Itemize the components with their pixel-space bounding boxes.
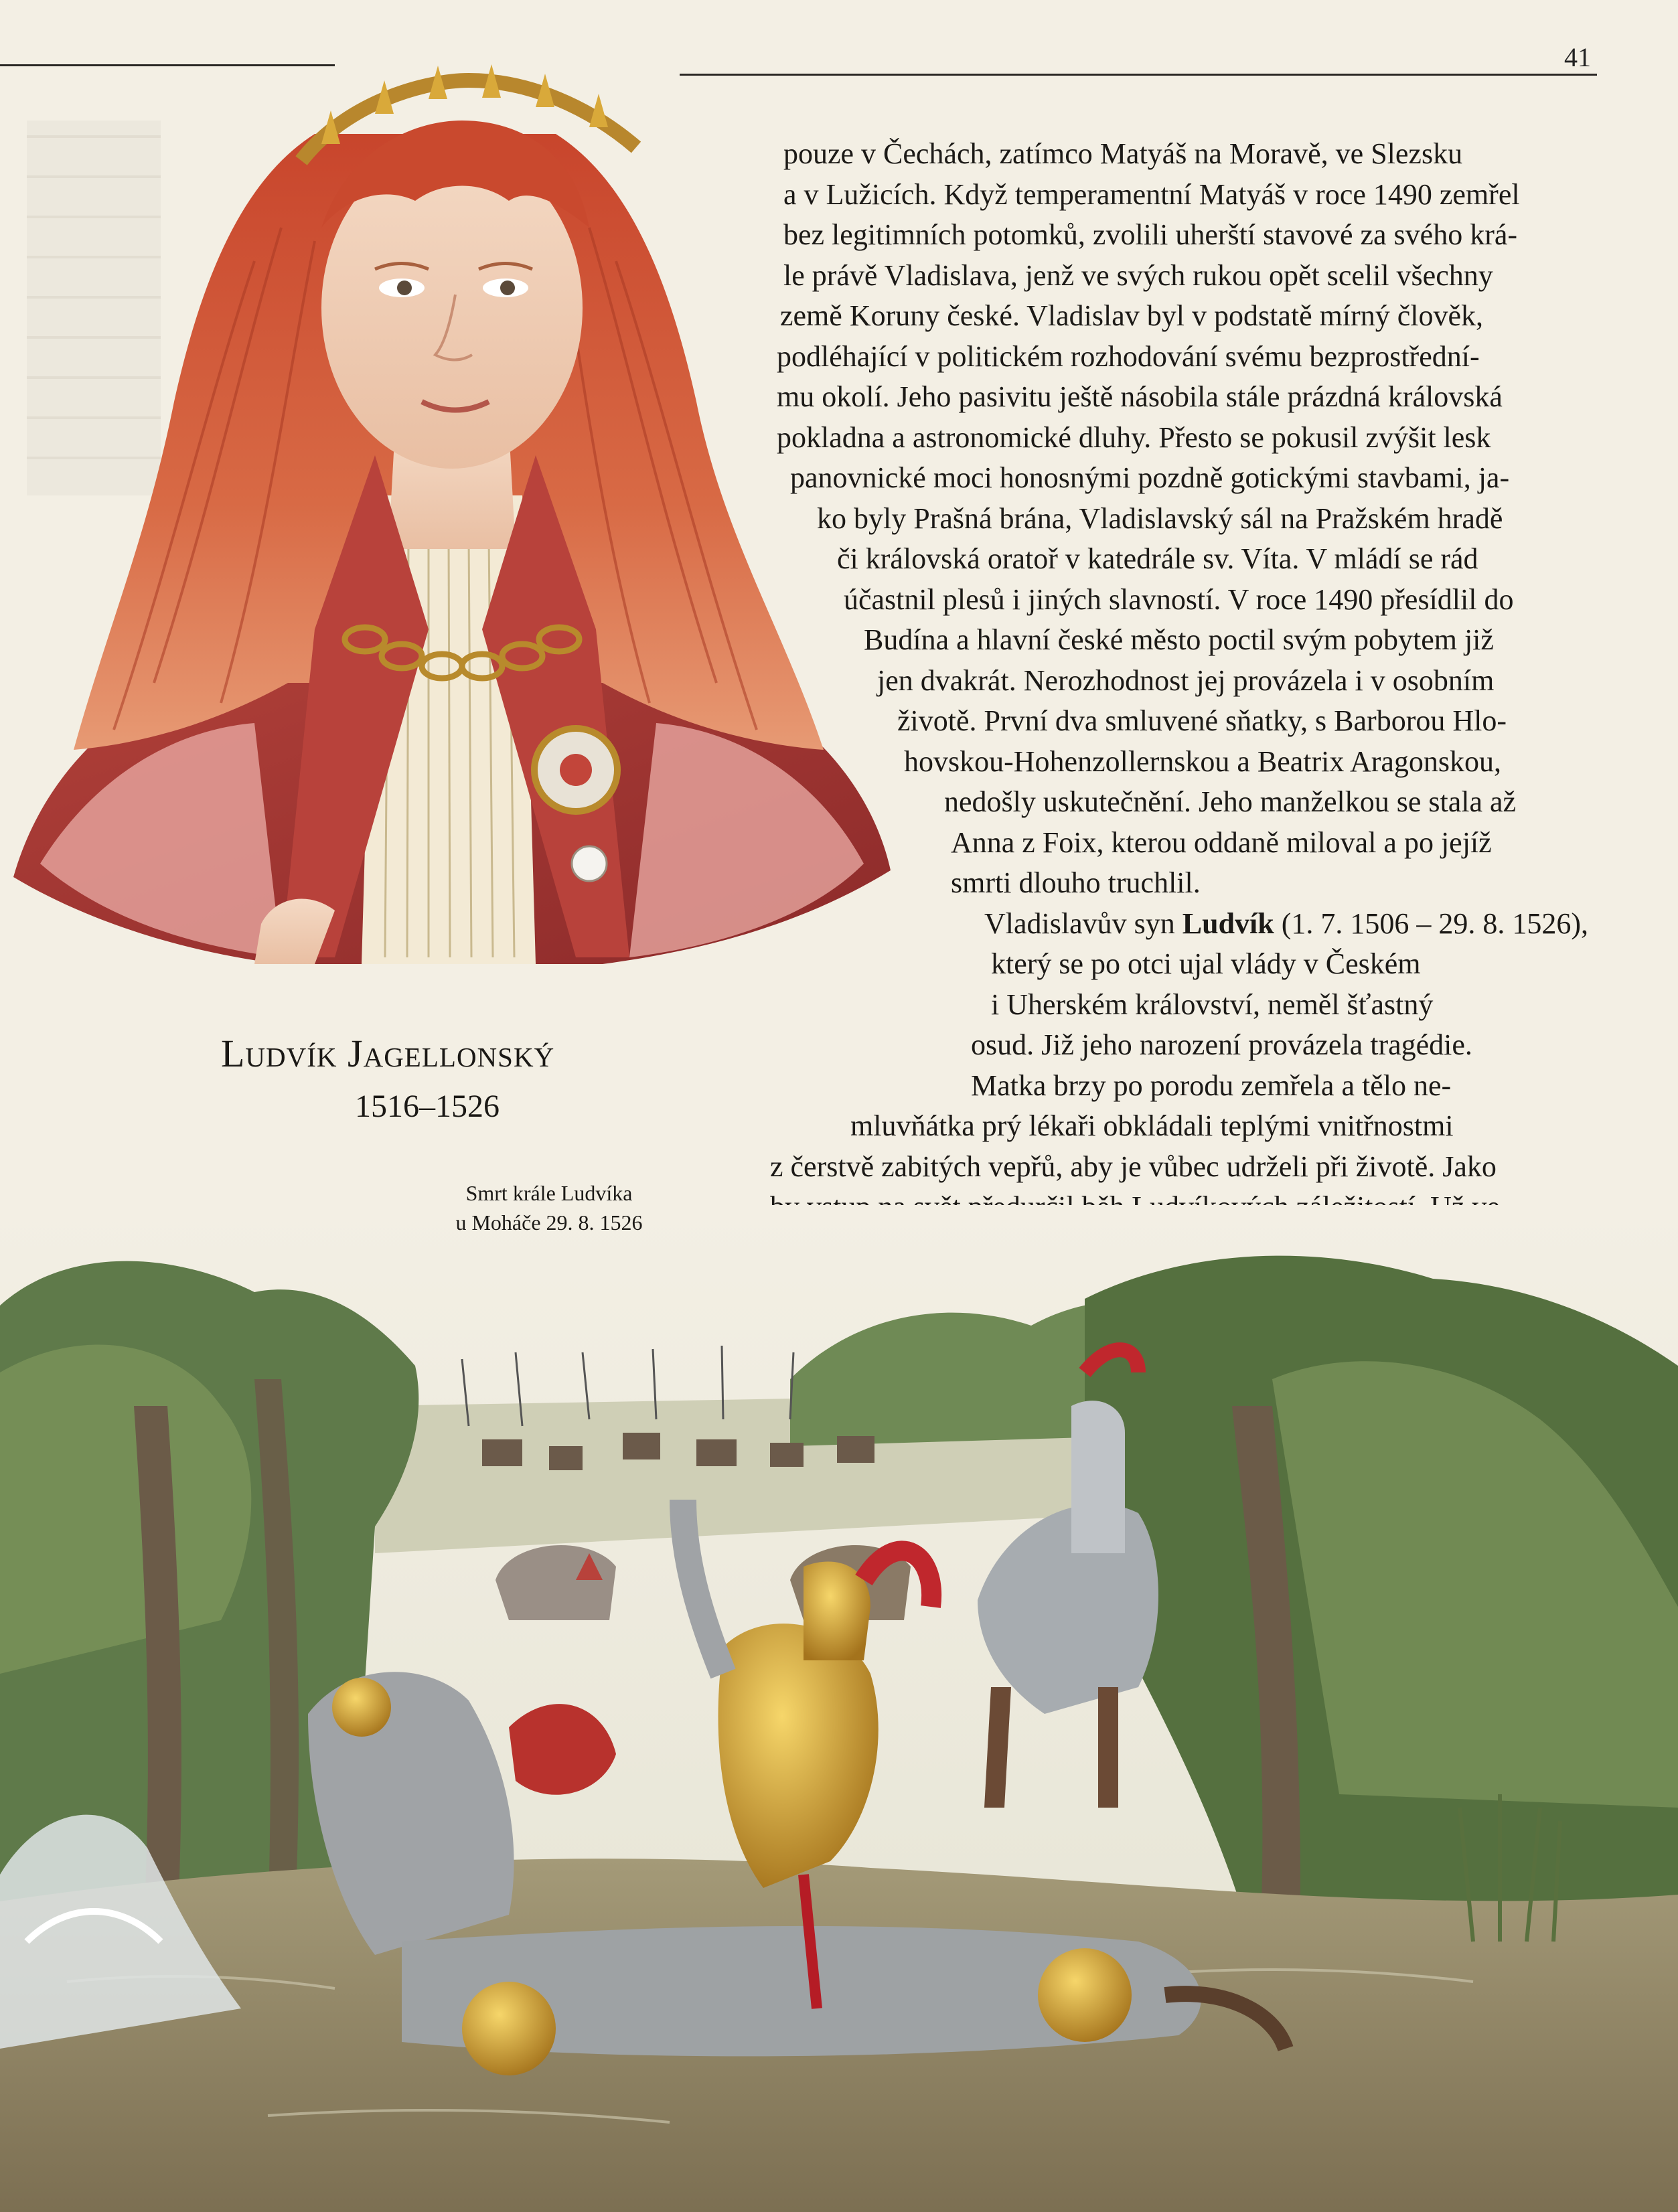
text-line: účastnil plesů i jiných slavností. V roce 1490 přesídlil do <box>844 582 1514 616</box>
text-line: Budína a hlavní české město poctil svým pobytem již <box>864 623 1494 656</box>
text-line: mluvňátka prý lékaři obkládali teplými vnitřnostmi <box>850 1109 1454 1142</box>
text-line: pokladna a astronomické dluhy. Přesto se pokusil zvýšit lesk <box>777 420 1491 454</box>
text-line: z čerstvě zabitých vepřů, aby je vůbec udrželi při životě. Jako <box>770 1150 1497 1183</box>
text-line-ludvik <box>770 904 1589 945</box>
para2-lead: Vladislavův syn <box>984 906 1183 940</box>
text-line: jen dvakrát. Nerozhodnost jej provázela i v osobním <box>877 663 1495 697</box>
text-line: nedošly uskutečnění. Jeho manželkou se stala až <box>944 785 1517 818</box>
text-line: podléhající v politickém rozhodování svému bezprostřední- <box>777 339 1480 373</box>
text-line: Anna z Foix, kterou oddaně miloval a po jejíž <box>951 825 1492 859</box>
text-line: bez legitimních potomků, zvolili uherští stavové za svého krá- <box>783 218 1518 251</box>
text-line: a v Lužicích. Když temperamentní Matyáš v roce 1490 zemřel <box>783 177 1520 211</box>
text-line: ko byly Prašná brána, Vladislavský sál na Pražském hradě <box>817 501 1503 535</box>
text-line: osud. Již jeho narození provázela tragédie. <box>971 1028 1472 1061</box>
text-line: hovskou-Hohenzollernskou a Beatrix Aragonskou, <box>904 744 1502 778</box>
text-line: Matka brzy po porodu zemřela a tělo ne- <box>971 1069 1452 1102</box>
page-number: 41 <box>1564 42 1591 72</box>
text-line: mu okolí. Jeho pasivitu ještě násobila stále prázdná královská <box>777 380 1503 413</box>
text-line: panovnické moci honosnými pozdně gotickými stavbami, ja- <box>790 461 1510 494</box>
text-line: le právě Vladislava, jenž ve svých rukou opět scelil všechny <box>783 258 1493 292</box>
caption-line: u Moháče 29. 8. 1526 <box>455 1210 643 1235</box>
text-line: smrti dlouho truchlil. <box>951 866 1201 899</box>
chapter-title: Ludvík Jagellonský <box>221 1032 555 1075</box>
illustration-caption <box>429 1178 670 1237</box>
caption-line: Smrt krále Ludvíka <box>465 1181 633 1205</box>
text-line: který se po otci ujal vlády v Českém <box>991 947 1421 980</box>
text-line: i Uherském království, neměl šťastný <box>991 988 1434 1021</box>
para2-rest: (1. 7. 1506 – 29. 8. 1526), <box>1274 906 1589 940</box>
text-line: životě. První dva smluvené sňatky, s Barborou Hlo- <box>897 704 1507 737</box>
battle-illustration <box>0 1205 1678 2212</box>
ludvik-name: Ludvík <box>1182 906 1274 940</box>
text-line: pouze v Čechách, zatímco Matyáš na Moravě, ve Slezsku <box>783 137 1463 170</box>
article-text <box>770 134 1589 1309</box>
reign-dates: 1516–1526 <box>355 1089 500 1124</box>
text-line: či královská oratoř v katedrále sv. Víta. V mládí se rád <box>837 542 1478 575</box>
text-line: země Koruny české. Vladislav byl v podstatě mírný člověk, <box>780 299 1484 332</box>
